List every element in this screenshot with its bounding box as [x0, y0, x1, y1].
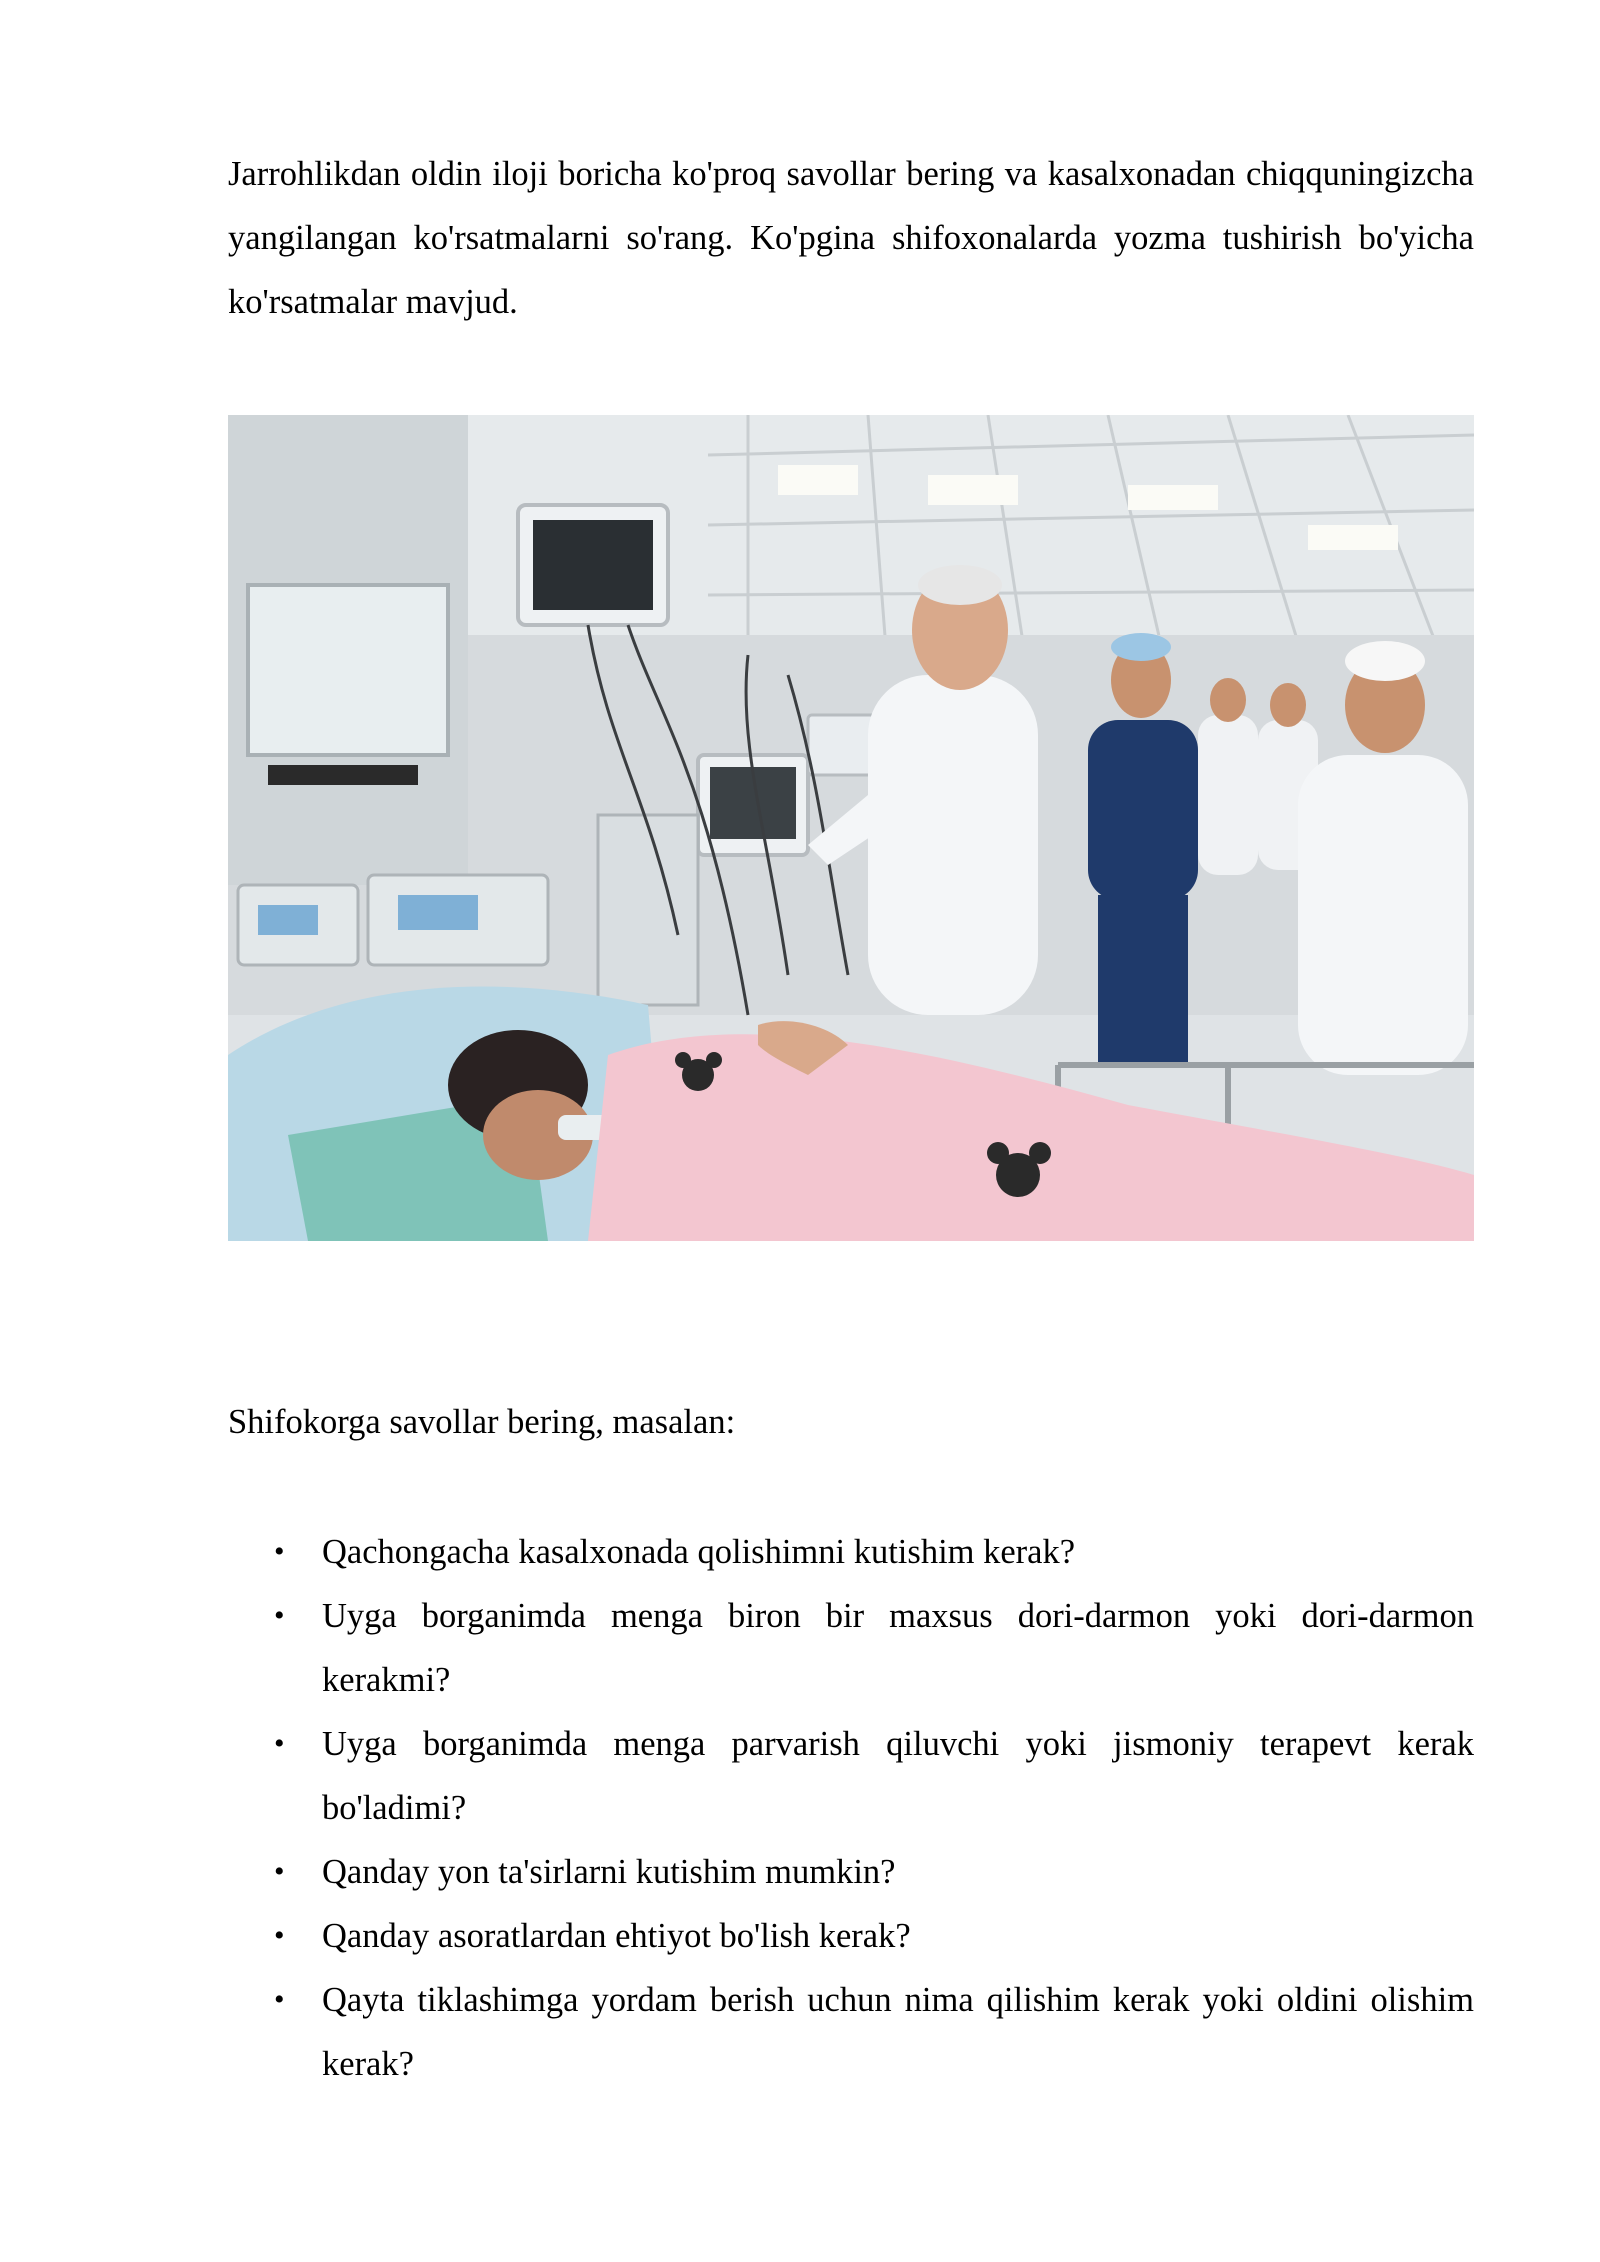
monitor-screen	[533, 520, 653, 610]
bullet: •	[274, 1599, 285, 1632]
list-item	[228, 1840, 1474, 1904]
question-text: Uyga borganimda menga biron bir maxsus dori-darmon yoki dori-darmon kerakmi?	[322, 1597, 1474, 1699]
device-display	[398, 895, 478, 930]
list-item	[228, 1968, 1474, 2096]
photo-illustration	[228, 415, 1474, 1241]
list-item	[228, 1584, 1474, 1712]
question-text: Qachongacha kasalxonada qolishimni kutishim kerak?	[322, 1533, 1076, 1571]
list-item	[228, 1904, 1474, 1968]
bullet: •	[274, 1983, 285, 2016]
bullet: •	[274, 1855, 285, 1888]
window	[248, 585, 448, 755]
ventilator	[598, 815, 698, 1005]
list-item	[228, 1520, 1474, 1584]
question-text: Qanday yon ta'sirlarni kutishim mumkin?	[322, 1853, 896, 1891]
question-text: Qanday asoratlardan ehtiyot bo'lish kerak?	[322, 1917, 911, 1955]
bullet: •	[274, 1919, 285, 1952]
device-display	[258, 905, 318, 935]
ceiling-light	[928, 475, 1018, 505]
question-text: Uyga borganimda menga parvarish qiluvchi yoki jismoniy terapevt kerak bo'ladimi?	[322, 1725, 1474, 1827]
equipment-box	[268, 765, 418, 785]
ceiling-light	[1308, 525, 1398, 550]
bullet: •	[274, 1535, 285, 1568]
ceiling-light	[1128, 485, 1218, 510]
ceiling-light	[778, 465, 858, 495]
question-text: Qayta tiklashimga yordam berish uchun nima qilishim kerak yoki oldini olishim kerak?	[322, 1981, 1474, 2083]
hospital-icu-photo	[228, 415, 1474, 1241]
questions-intro: Shifokorga savollar bering, masalan:	[228, 1403, 736, 1441]
list-item	[228, 1712, 1474, 1840]
intro-paragraph: Jarrohlikdan oldin iloji boricha ko'proq savollar bering va kasalxonadan chiqquningizcha yangilangan ko'rsatmalarni so'rang. Ko'pgina shifoxonalarda yozma tushirish bo'yicha ko'rsatmalar mavjud.	[228, 155, 1474, 321]
questions-list	[228, 1520, 1474, 2096]
bullet: •	[274, 1727, 285, 1760]
